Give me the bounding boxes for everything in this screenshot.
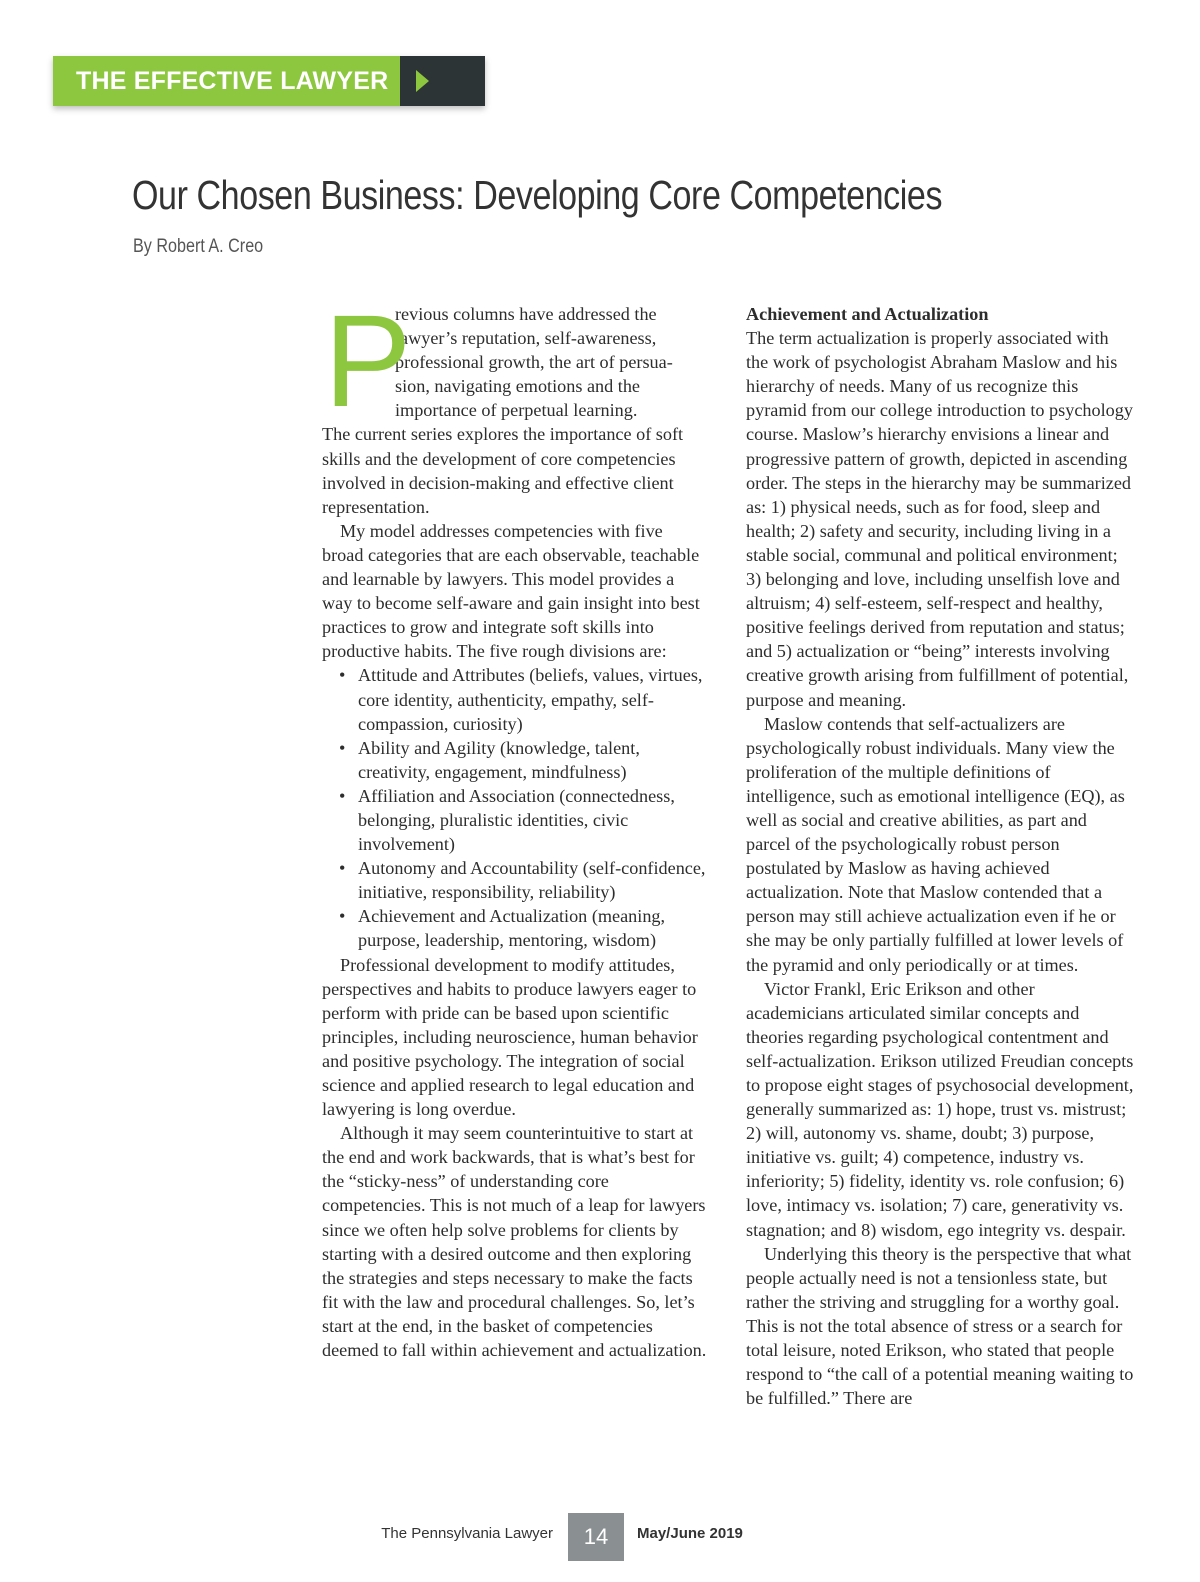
banner-arrow-box: [400, 56, 485, 106]
list-item: • Autonomy and Accountability (self-confidence, initiative, responsibility, reliability): [339, 858, 706, 903]
section-heading: Achievement and Actualization: [746, 304, 989, 324]
intro-line: importance of perpetual learning.: [395, 400, 638, 421]
list-item: • Ability and Agility (knowledge, talent, creativity, engagement, mindfulness): [339, 737, 640, 782]
drop-cap: P: [324, 287, 412, 434]
paragraph-although: Although it may seem counterintuitive to start at the end and work backwards, that is what’s best for the “sticky-ness” of understanding core competencies. This is not much of a leap for lawyers since we often help solve problems for clients by starting with a desired outcome and then exploring the strategies and steps necessary to make the facts fit with the law and procedural challenges. So, let’s start at the end, in the basket of competencies deemed to fall within achievement and actualization.: [322, 1123, 707, 1361]
intro-line: sion, navigating emotions and the: [395, 376, 640, 397]
intro-line: lawyer’s reputation, self-awareness,: [395, 328, 657, 349]
page-footer: [0, 1513, 1200, 1563]
competency-list: [322, 663, 708, 952]
intro-continued: The current series explores the importance of soft skills and the development of core competencies involved in decision-making and effective client representation.: [322, 424, 684, 517]
list-item: • Attitude and Attributes (beliefs, values, virtues, core identity, authenticity, empathy, self-compassion, curiosity): [339, 665, 703, 734]
list-item: • Achievement and Actualization (meaning, purpose, leadership, mentoring, wisdom): [339, 906, 666, 951]
paragraph-frankl: Victor Frankl, Eric Erikson and other academicians articulated similar concepts and theories regarding psychological contentment and self-actualization. Erikson utilized Freudian concepts to propose eight stages of psychosocial development, generally summarized as: 1) hope, trust vs. mistrust; 2) will, autonomy vs. shame, doubt; 3) purpose, initiative vs. guilt; 4) competence, industry vs. inferiority; 5) fidelity, identity vs. role confusion; 6) love, intimacy vs. isolation; 7) care, generativity vs. stagnation; and 8) wisdom, ego integrity vs. despair.: [746, 978, 1134, 1240]
intro-line: professional growth, the art of persua-: [395, 352, 673, 373]
paragraph-maslow: Maslow contends that self-actualizers are psychologically robust individuals. Many view the proliferation of the multiple definitions of intelligence, such as emotional intelligence (EQ), as well as social and creative abilities, as part and parcel of the psychologically robust person postulated by Maslow as having achieved actualization. Note that Maslow contended that a person may still achieve actualization even if he or she may be only partially fulfilled at lower levels of the pyramid and only periodically or at times.: [746, 713, 1125, 975]
intro-block: [322, 287, 708, 434]
publication-name: The Pennsylvania Lawyer: [381, 1525, 553, 1542]
section-banner: [53, 56, 485, 106]
paragraph-underlying: Underlying this theory is the perspective that what people actually need is not a tensionless state, but rather the striving and struggling for a worthy goal. This is not the total absence of stress or a search for total leisure, noted Erikson, who stated that people respond to “the call of a potential meaning waiting to be fulfilled.” There are: [746, 1243, 1134, 1409]
issue-date: May/June 2019: [637, 1525, 743, 1542]
right-column: [746, 302, 1134, 1410]
article-byline: By Robert A. Creo: [133, 236, 264, 257]
paragraph-term: The term actualization is properly associated with the work of psychologist Abraham Maslow and his hierarchy of needs. Many of us recognize this pyramid from our college introduction to psychology course. Maslow’s hierarchy envisions a linear and progressive pattern of growth, depicted in ascending order. The steps in the hierarchy may be summarized as: 1) physical needs, such as for food, sleep and health; 2) safety and security, including living in a stable social, communal and political environment; 3) belonging and love, including unselfish love and altruism; 4) self-esteem, self-respect and healthy, positive feelings derived from reputation and status; and 5) actualization or “being” interests involving creative growth arising from fulfillment of potential, purpose and meaning.: [746, 328, 1133, 710]
article-title: Our Chosen Business: Developing Core Competencies: [132, 172, 943, 218]
section-label: THE EFFECTIVE LAWYER: [53, 56, 400, 106]
page-number: 14: [568, 1513, 624, 1561]
paragraph-model: My model addresses competencies with five broad categories that are each observable, teachable and learnable by lawyers. This model provides a way to become self-aware and gain insight into best practices to grow and integrate soft skills into productive habits. The five rough divisions are:: [322, 520, 700, 662]
chevron-right-icon: [416, 70, 429, 92]
list-item: • Affiliation and Association (connectedness, belonging, pluralistic identities, civic involvement): [339, 785, 675, 855]
intro-line: revious columns have addressed the: [395, 304, 657, 324]
paragraph-professional: Professional development to modify attitudes, perspectives and habits to produce lawyers eager to perform with pride can be based upon scientific principles, including neuroscience, human behavior and positive psychology. The integration of social science and applied research to legal education and lawyering is long overdue.: [322, 954, 698, 1120]
left-column: [322, 287, 708, 1362]
